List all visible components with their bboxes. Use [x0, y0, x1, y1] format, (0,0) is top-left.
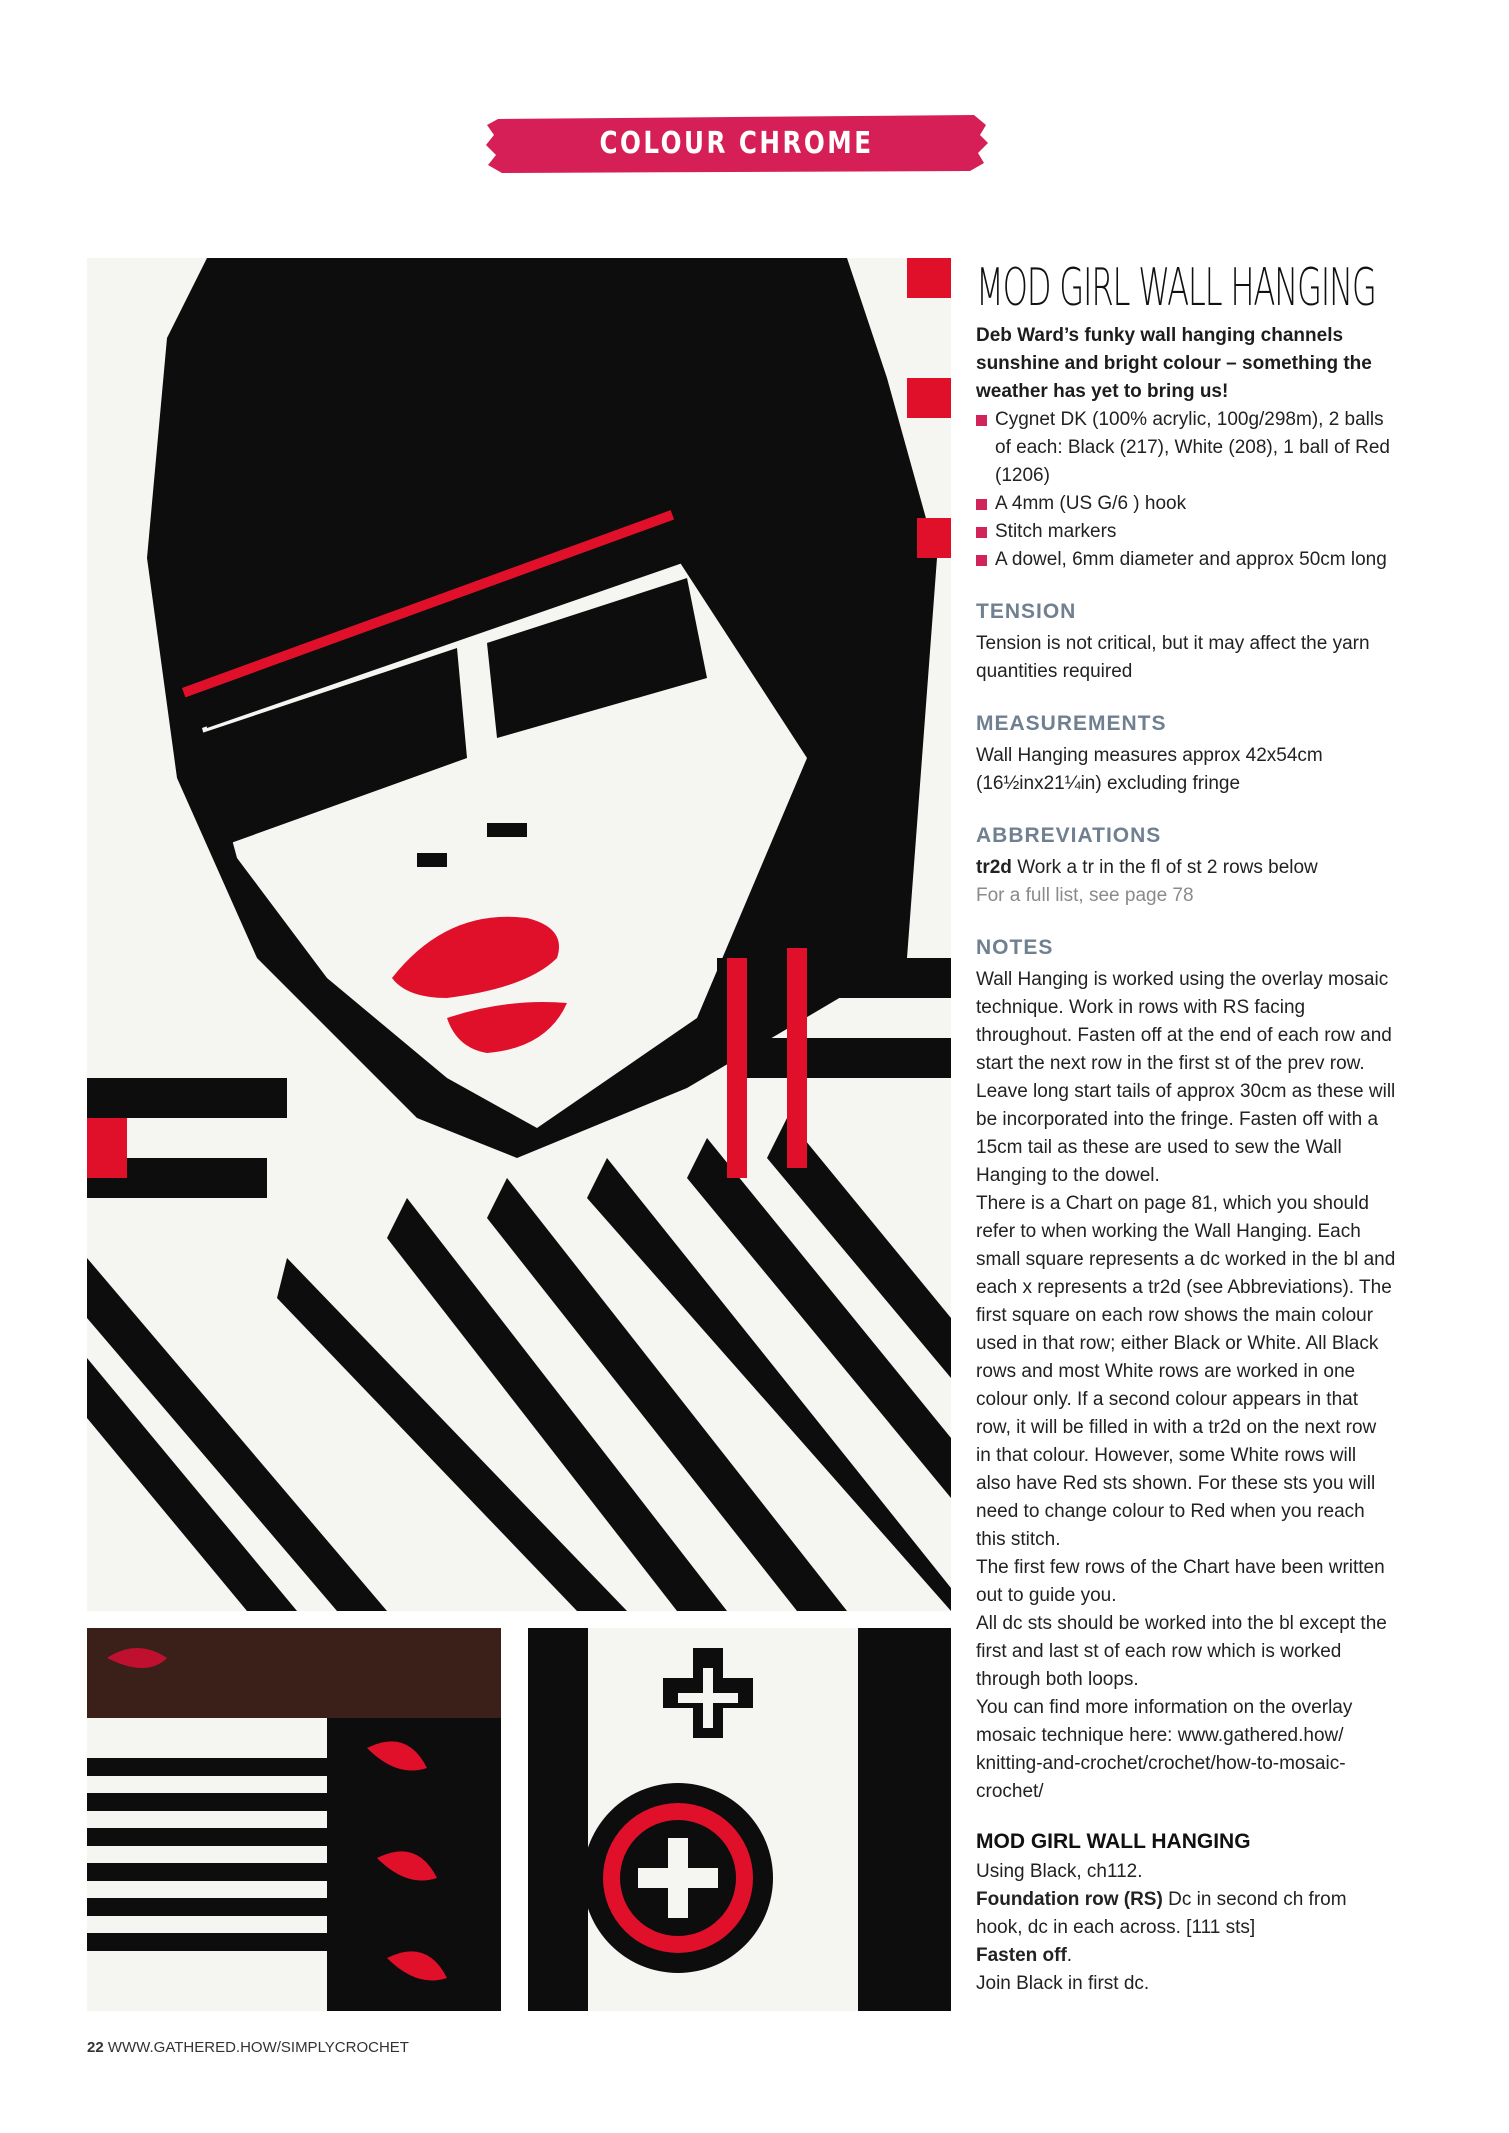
- join-instruction: Join Black in first dc.: [976, 1973, 1150, 1994]
- notes-paragraph: All dc sts should be worked into the bl except the first and last st of each row which is worked through both loops.: [976, 1613, 1387, 1690]
- bullet-square-icon: [976, 555, 987, 566]
- tension-heading: TENSION: [976, 600, 1077, 623]
- fasten-off-label: Fasten off: [976, 1945, 1067, 1966]
- notes-paragraph: There is a Chart on page 81, which you should refer to when working the Wall Hanging. Each small square represents a dc worked in the bl and each x represents a tr2d (see Abbreviations). The first square on each row shows the main colour used in that row; either Black or White. All Black rows and most White rows are worked in one colour only. If a second colour appears in that row, it will be filled in with a tr2d on the next row in that colour. However, some White rows will also have Red sts shown. For these sts you will need to change colour to Red when you reach this stitch.: [976, 1193, 1396, 1550]
- article-column: [976, 258, 1396, 1998]
- abbreviation-definition: Work a tr in the fl of st 2 rows below: [1017, 857, 1318, 878]
- bullet-square-icon: [976, 415, 987, 426]
- notes-paragraph: You can find more information on the overlay mosaic technique here: www.gathered.how/ knitting-and-crochet/crochet/how-to-mosaic-crochet/: [976, 1697, 1353, 1802]
- list-item: Stitch markers: [976, 518, 1396, 546]
- measurements-heading: MEASUREMENTS: [976, 712, 1167, 735]
- requirements-list: [976, 406, 1396, 574]
- list-item: A 4mm (US G/6 ) hook: [976, 490, 1396, 518]
- fasten-off: Fasten off.: [976, 1945, 1073, 1966]
- abbreviations-heading: ABBREVIATIONS: [976, 824, 1162, 847]
- page-footer: [87, 2039, 409, 2056]
- pattern-heading: MOD GIRL WALL HANGING: [976, 1830, 1251, 1853]
- abbreviation-entry: [976, 854, 1396, 882]
- detail-photo-right: [528, 1628, 951, 2011]
- notes-paragraph: Wall Hanging is worked using the overlay mosaic technique. Work in rows with RS facing throughout. Fasten off at the end of each row and start the next row in the first st of the prev row. Leave long start tails of approx 30cm as these will be incorporated into the fringe. Fasten off with a 15cm tail as these are used to sew the Wall Hanging to the dowel.: [976, 969, 1396, 1186]
- list-item: Cygnet DK (100% acrylic, 100g/298m), 2 balls of each: Black (217), White (208), 1 ball of Red (1206): [976, 406, 1396, 490]
- notes-heading: NOTES: [976, 936, 1054, 959]
- main-photo-mod-girl: [87, 258, 951, 1611]
- detail-photo-left: [87, 1628, 501, 2011]
- abbreviation-term: tr2d: [976, 857, 1012, 878]
- article-standfirst: Deb Ward’s funky wall hanging channels sunshine and bright colour – something the weather has yet to bring us!: [976, 325, 1372, 402]
- section-banner: [484, 113, 989, 223]
- footer-url[interactable]: WWW.GATHERED.HOW/SIMPLYCROCHET: [107, 2039, 409, 2056]
- bullet-square-icon: [976, 527, 987, 538]
- tension-text: Tension is not critical, but it may affect the yarn quantities required: [976, 633, 1370, 682]
- foundation-row: [976, 1886, 1396, 1942]
- article-title: MOD GIRL WALL HANGING: [976, 258, 1376, 318]
- list-item: A dowel, 6mm diameter and approx 50cm long: [976, 546, 1396, 574]
- pattern-start: Using Black, ch112.: [976, 1861, 1143, 1882]
- page-number: 22: [87, 2039, 104, 2056]
- measurements-text: Wall Hanging measures approx 42x54cm (16½inx21¼in) excluding fringe: [976, 745, 1323, 794]
- banner-title: COLOUR CHROME COLLECTION: [599, 126, 874, 223]
- foundation-row-label: Foundation row (RS): [976, 1889, 1163, 1910]
- bullet-square-icon: [976, 499, 987, 510]
- foundation-row-text: Dc in second ch from hook, dc in each across. [111 sts]: [976, 1889, 1347, 1938]
- abbreviations-link[interactable]: For a full list, see page 78: [976, 885, 1194, 906]
- notes-paragraph: The first few rows of the Chart have been written out to guide you.: [976, 1557, 1385, 1606]
